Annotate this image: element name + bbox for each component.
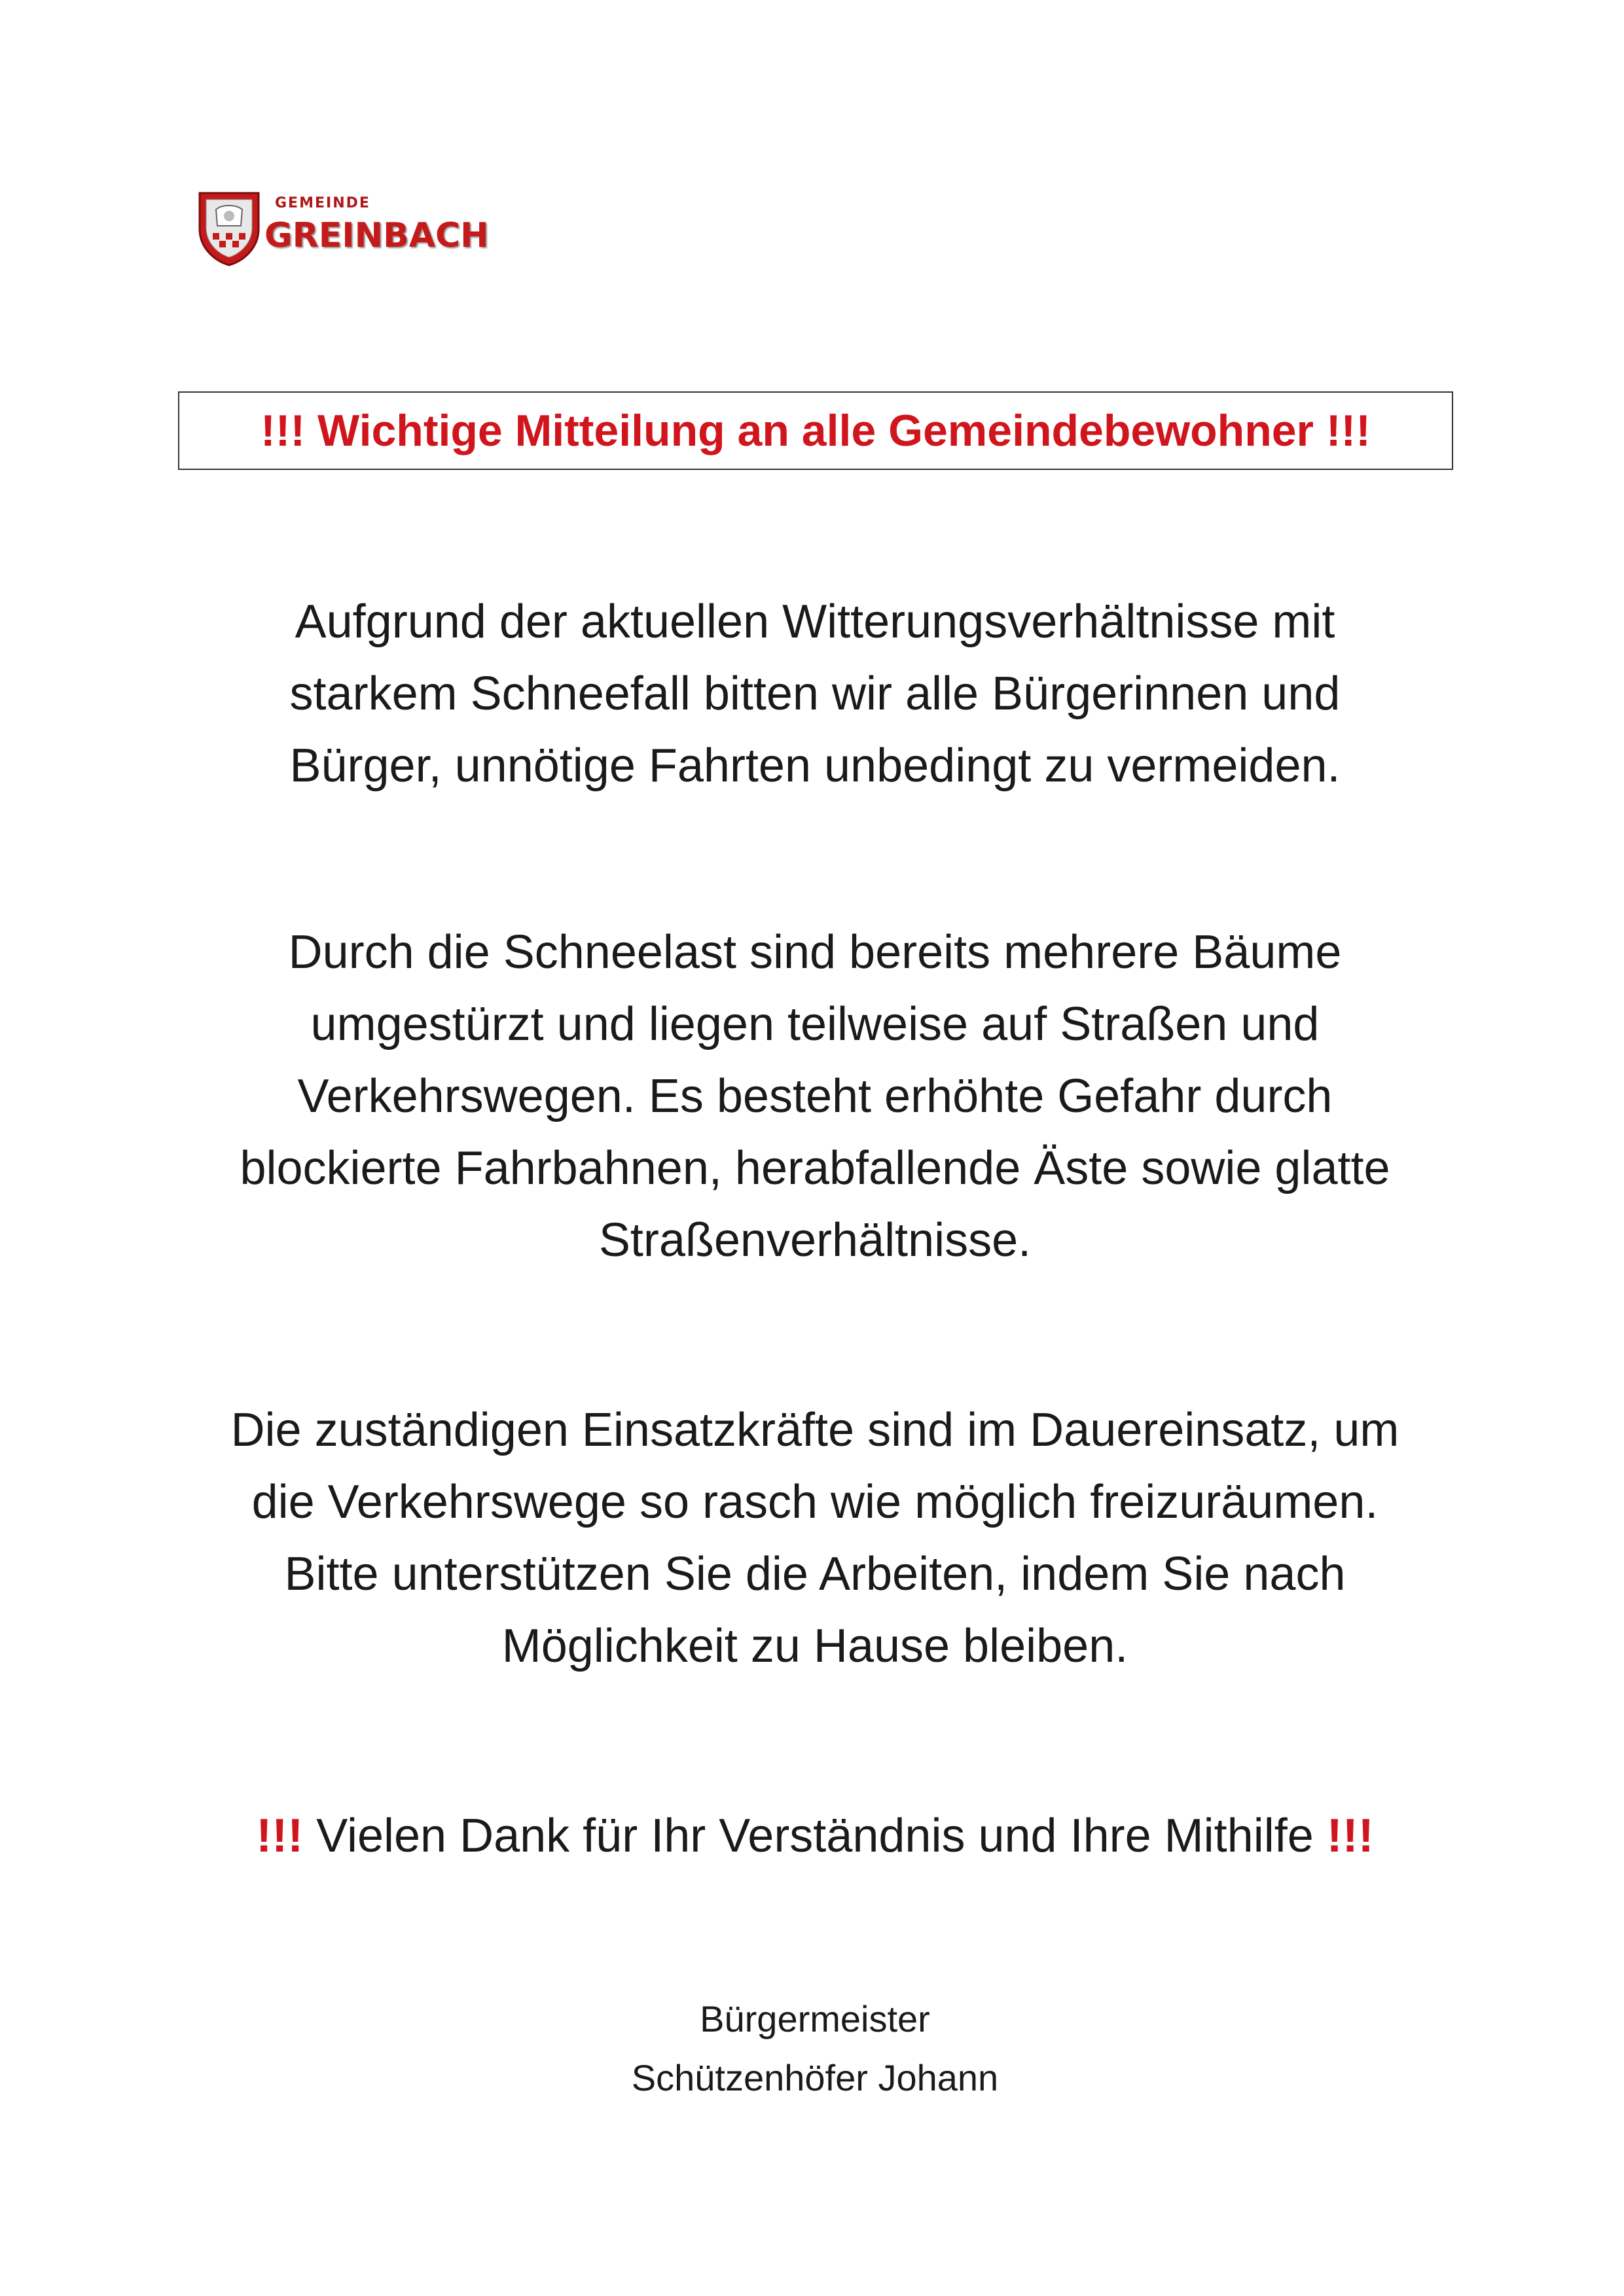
- paragraph-emergency-services: [164, 1394, 1466, 1682]
- headline-box: [178, 391, 1453, 470]
- paragraph-line: Möglichkeit zu Hause bleiben.: [501, 1620, 1128, 1672]
- paragraph-line: Verkehrswegen. Es besteht erhöhte Gefahr durch: [297, 1070, 1333, 1122]
- exclamation-prefix: !!!: [256, 1810, 304, 1862]
- exclamation-suffix: !!!: [1326, 1810, 1374, 1862]
- paragraph-line: Bürger, unnötige Fahrten unbedingt zu vermeiden.: [289, 740, 1341, 792]
- paragraph-line: Straßenverhältnisse.: [598, 1214, 1032, 1266]
- paragraph-line: Die zuständigen Einsatzkräfte sind im Dauereinsatz, um: [230, 1404, 1399, 1456]
- paragraph-danger: [164, 916, 1466, 1276]
- paragraph-line: starkem Schneefall bitten wir alle Bürgerinnen und: [289, 668, 1341, 720]
- signature: [164, 1990, 1466, 2108]
- page-title: !!! Wichtige Mitteilung an alle Gemeindebewohner !!!: [261, 406, 1371, 456]
- coat-of-arms-icon: [196, 190, 262, 268]
- paragraph-line: blockierte Fahrbahnen, herabfallende Äste sowie glatte: [240, 1142, 1390, 1194]
- paragraph-line: Durch die Schneelast sind bereits mehrere Bäume: [288, 926, 1342, 978]
- signature-title: Bürgermeister: [700, 1998, 930, 2039]
- signature-name: Schützenhöfer Johann: [631, 2057, 999, 2098]
- thanks-line: [164, 1800, 1466, 1872]
- logo-subtitle: GEMEINDE: [275, 195, 370, 211]
- thanks-text: Vielen Dank für Ihr Verständnis und Ihre Mithilfe: [303, 1810, 1327, 1862]
- paragraph-line: die Verkehrswege so rasch wie möglich freizuräumen.: [251, 1476, 1379, 1528]
- logo-title: GREINBACH: [264, 216, 489, 255]
- municipality-logo: [196, 190, 497, 275]
- paragraph-weather: [164, 586, 1466, 802]
- paragraph-line: Bitte unterstützen Sie die Arbeiten, indem Sie nach: [284, 1548, 1346, 1600]
- paragraph-line: umgestürzt und liegen teilweise auf Straßen und: [310, 998, 1320, 1050]
- paragraph-line: Aufgrund der aktuellen Witterungsverhältnisse mit: [295, 596, 1335, 648]
